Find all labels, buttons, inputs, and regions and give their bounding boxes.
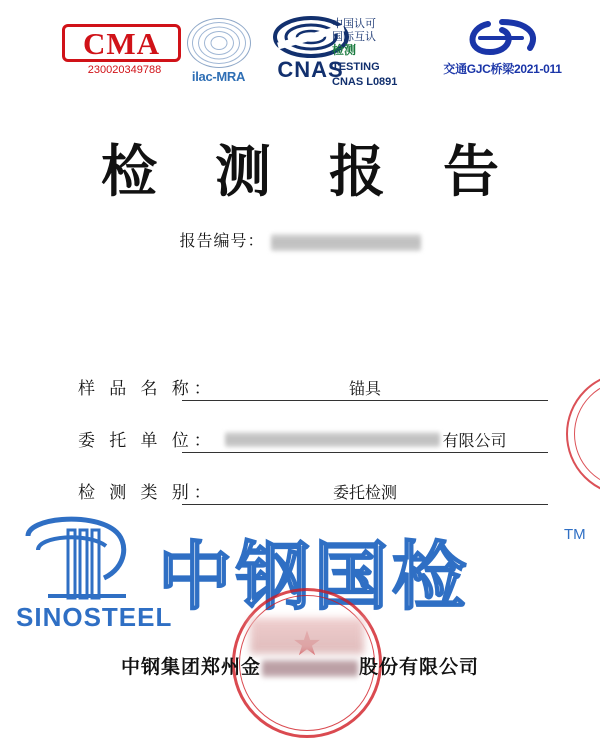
ilac-mra-logo [176,18,261,84]
ilac-mra-label: ilac-MRA [191,69,246,84]
watermark-trademark-symbol: TM [564,526,586,543]
cnas-label: CNAS [277,57,344,82]
cnas-accreditation-code: CNAS L0891 [332,76,398,88]
report-fields [78,374,548,530]
page-title: 检 测 报 告 [101,142,521,204]
jiaotong-gjc-logo [440,18,565,77]
client-unit-value-suffix: 有限公司 [442,433,507,450]
jiaotong-gjc-label: 交通GJC桥梁2021-011 [443,62,562,76]
field-row-client-unit [78,426,548,478]
client-unit-label: 委 托 单 位： [78,431,216,450]
cnas-testing-label: TESTING [332,61,380,73]
cma-certificate-number: 230020349788 [87,64,162,76]
cnas-cn-line-3: 检测 [332,43,357,57]
report-number-row [0,228,600,251]
test-category-value: 委托检测 [332,485,397,502]
field-row-test-category [78,478,548,530]
sample-name-value: 锚具 [348,381,381,398]
test-category-underline [182,504,548,505]
sample-name-label: 样 品 名 称： [78,379,216,398]
test-category-label: 检 测 类 别： [78,483,216,502]
cnas-cn-line-1: 中国认可 [332,18,376,30]
seal-redacted-text [250,618,364,654]
footer-company-suffix: 股份有限公司 [359,657,480,678]
watermark-english-text: SINOSTEEL [16,602,173,632]
partial-red-seal-inner-ring [574,380,600,488]
watermark-chinese-text: 中钢国检 [158,537,470,619]
footer-company-prefix: 中钢集团郑州金 [120,657,261,678]
cma-logo [62,24,187,76]
report-number-label: 报告编号： [179,233,265,250]
certification-logo-band [0,10,600,110]
client-unit-redacted-value [225,432,440,447]
ilac-mra-emblem [187,18,251,68]
cma-logo-box [62,24,181,62]
cnas-chinese-block [332,18,402,88]
footer-company-name [0,652,600,679]
sample-name-underline [182,400,548,401]
cma-logo-text: CMA [82,26,161,61]
client-unit-value [182,428,548,451]
client-unit-underline [182,452,548,453]
report-number-redacted-value [271,234,421,251]
cnas-cn-line-2: 国际互认 [332,31,376,43]
jiaotong-emblem-icon [458,18,548,60]
field-row-sample-name [78,374,548,426]
footer-company-redacted [262,660,358,677]
partial-red-seal-right [566,372,600,496]
ilac-arc-4 [210,36,227,50]
